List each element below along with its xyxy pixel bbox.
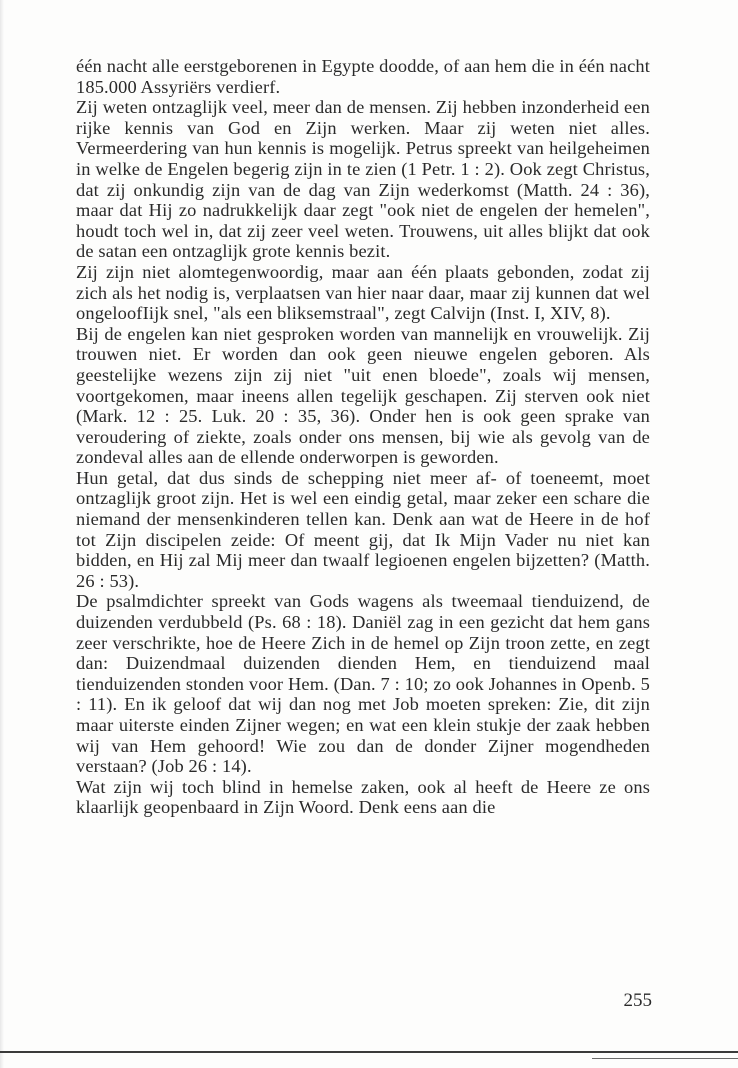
paragraph-4: Bij de engelen kan niet gesproken worden van mannelijk en vrouwelijk. Zij trouwen niet. Er worden dan ook geen nieuwe engelen geboren. Als geestelijke wezens zijn zij niet "uit enen bloede", zoals wij mensen, voortgekomen, maar ineens allen tegelijk geschapen. Zij sterven ook niet (Mark. 12 : 25. Luk. 20 : 35, 36). Onder hen is ook geen sprake van veroudering of ziekte, zoals onder ons mensen, bij wie als gevolg van de zondeval alles aan de ellende onderworpen is geworden. bbox=[76, 323, 650, 468]
paragraph-6: De psalmdichter spreekt van Gods wagens als tweemaal tienduizend, de duizenden verdubbeld (Ps. 68 : 18). Daniël zag in een gezicht dat hem gans zeer verschrikte, hoe de Heere Zich in de hemel op Zijn troon zette, en zegt dan: Duizendmaal duizenden dienden Hem, en tienduizend maal tienduizenden stonden voor Hem. (Dan. 7 : 10; zo ook Johannes in Openb. 5 : 11). En ik geloof dat wij dan nog met Job moeten spreken: Zie, dit zijn maar uiterste einden Zijner wegen; en wat een klein stukje der zaak hebben wij van Hem gehoord! Wie zou dan de donder Zijner mogendheden verstaan? (Job 26 : 14). bbox=[76, 591, 650, 777]
scan-bottom-edge bbox=[0, 1051, 738, 1053]
scan-bottom-edge-secondary bbox=[592, 1058, 738, 1059]
body-text bbox=[76, 56, 650, 818]
page-number: 255 bbox=[623, 990, 652, 1011]
paragraph-1: één nacht alle eerstgeborenen in Egypte doodde, of aan hem die in één nacht 185.000 Assyriërs verdierf. bbox=[76, 56, 650, 97]
paragraph-2: Zij weten ontzaglijk veel, meer dan de mensen. Zij hebben inzonderheid een rijke kennis van God en Zijn werken. Maar zij weten niet alles. Vermeerdering van hun kennis is mogelijk. Petrus spreekt van heilgeheimen in welke de Engelen begerig zijn in te zien (1 Petr. 1 : 2). Ook zegt Christus, dat zij onkundig zijn van de dag van Zijn wederkomst (Matth. 24 : 36), maar dat Hij zo nadrukkelijk daar zegt "ook niet de engelen der hemelen", houdt toch wel in, dat zij zeer veel weten. Trouwens, uit alles blijkt dat ook de satan een ontzaglijk grote kennis bezit. bbox=[76, 97, 650, 262]
page-edge-shadow bbox=[0, 0, 4, 1068]
paragraph-5: Hun getal, dat dus sinds de schepping niet meer af- of toeneemt, moet ontzaglijk groot zijn. Het is wel een eindig getal, maar zeker een schare die niemand der mensenkinderen tellen kan. Denk aan wat de Heere in de hof tot Zijn discipelen zeide: Of meent gij, dat Ik Mijn Vader nu niet kan bidden, en Hij zal Mij meer dan twaalf legioenen engelen bijzetten? (Matth. 26 : 53). bbox=[76, 467, 650, 591]
paragraph-3: Zij zijn niet alomtegenwoordig, maar aan één plaats gebonden, zodat zij zich als het nodig is, verplaatsen van hier naar daar, maar zij kunnen dat wel ongeloofIijk snel, "als een bliksemstraal", zegt Calvijn (Inst. I, XIV, 8). bbox=[76, 261, 650, 324]
paragraph-7: Wat zijn wij toch blind in hemelse zaken, ook al heeft de Heere ze ons klaarlijk geopenbaard in Zijn Woord. Denk eens aan die bbox=[76, 776, 650, 818]
